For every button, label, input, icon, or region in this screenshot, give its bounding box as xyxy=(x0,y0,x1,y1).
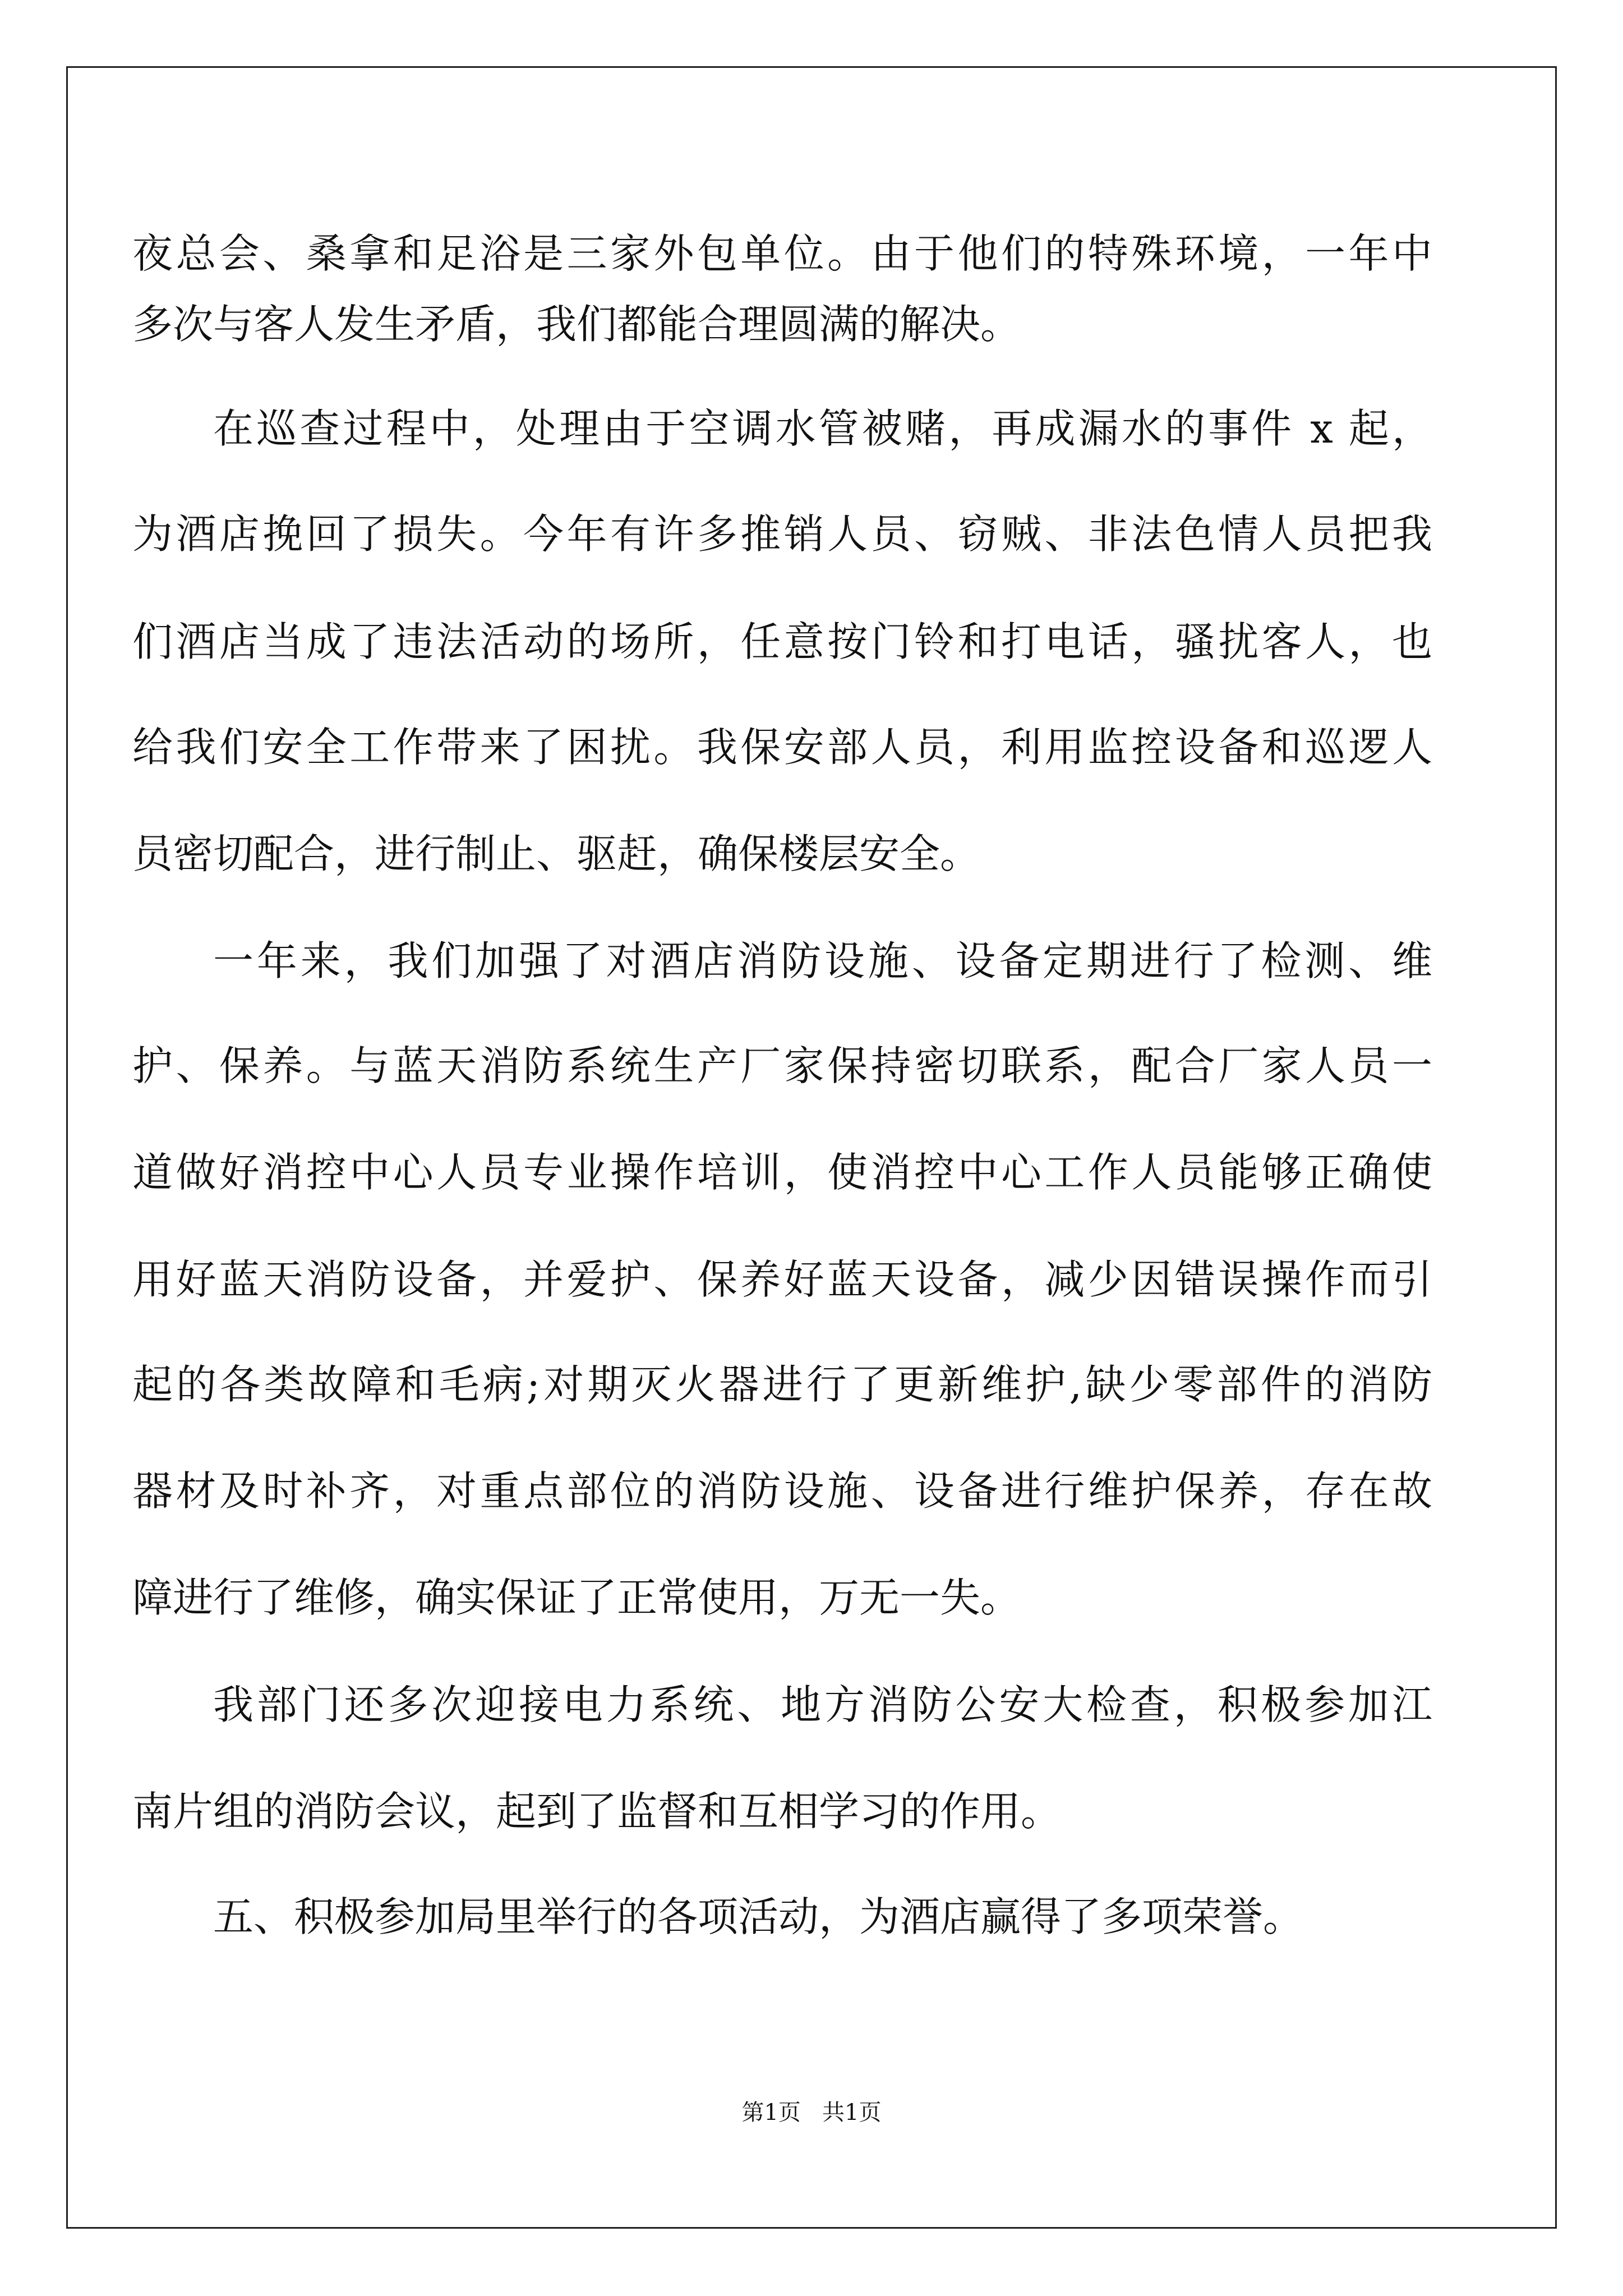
paragraph-2-line-3: 们酒店当成了违法活动的场所，任意按门铃和打电话，骚扰客人，也 xyxy=(132,618,1432,665)
paragraph-4-line-1: 我部门还多次迎接电力系统、地方消防公安大检查，积极参加江 xyxy=(213,1681,1432,1728)
paragraph-1-line-1: 夜总会、桑拿和足浴是三家外包单位。由于他们的特殊环境，一年中 xyxy=(132,230,1432,277)
paragraph-3-line-3: 道做好消控中心人员专业操作培训，使消控中心工作人员能够正确使 xyxy=(132,1149,1432,1196)
paragraph-3-line-4: 用好蓝天消防设备，并爱护、保养好蓝天设备，减少因错误操作而引 xyxy=(132,1256,1432,1303)
paragraph-3-line-2: 护、保养。与蓝天消防系统生产厂家保持密切联系，配合厂家人员一 xyxy=(132,1042,1432,1089)
paragraph-1-line-2: 多次与客人发生矛盾，我们都能合理圆满的解决。 xyxy=(132,301,1021,348)
paragraph-2-line-5: 员密切配合，进行制止、驱赶，确保楼层安全。 xyxy=(132,830,981,877)
paragraph-3-line-7: 障进行了维修，确实保证了正常使用，万无一失。 xyxy=(132,1574,1021,1621)
paragraph-5-line-1: 五、积极参加局里举行的各项活动，为酒店赢得了多项荣誉。 xyxy=(213,1893,1304,1940)
paragraph-3-line-6: 器材及时补齐，对重点部位的消防设施、设备进行维护保养，存在故 xyxy=(132,1467,1432,1515)
page-footer: 第1页 共1页 xyxy=(741,2100,882,2125)
paragraph-2-line-1: 在巡查过程中，处理由于空调水管被赌，再成漏水的事件 x 起， xyxy=(213,405,1432,452)
paragraph-2-line-2: 为酒店挽回了损失。今年有许多推销人员、窃贼、非法色情人员把我 xyxy=(132,510,1432,558)
paragraph-3-line-1: 一年来，我们加强了对酒店消防设施、设备定期进行了检测、维 xyxy=(213,937,1432,984)
paragraph-4-line-2: 南片组的消防会议，起到了监督和互相学习的作用。 xyxy=(132,1788,1062,1835)
paragraph-2-line-4: 给我们安全工作带来了困扰。我保安部人员，利用监控设备和巡逻人 xyxy=(132,724,1432,771)
paragraph-3-line-5: 起的各类故障和毛病;对期灭火器进行了更新维护,缺少零部件的消防 xyxy=(132,1361,1432,1408)
